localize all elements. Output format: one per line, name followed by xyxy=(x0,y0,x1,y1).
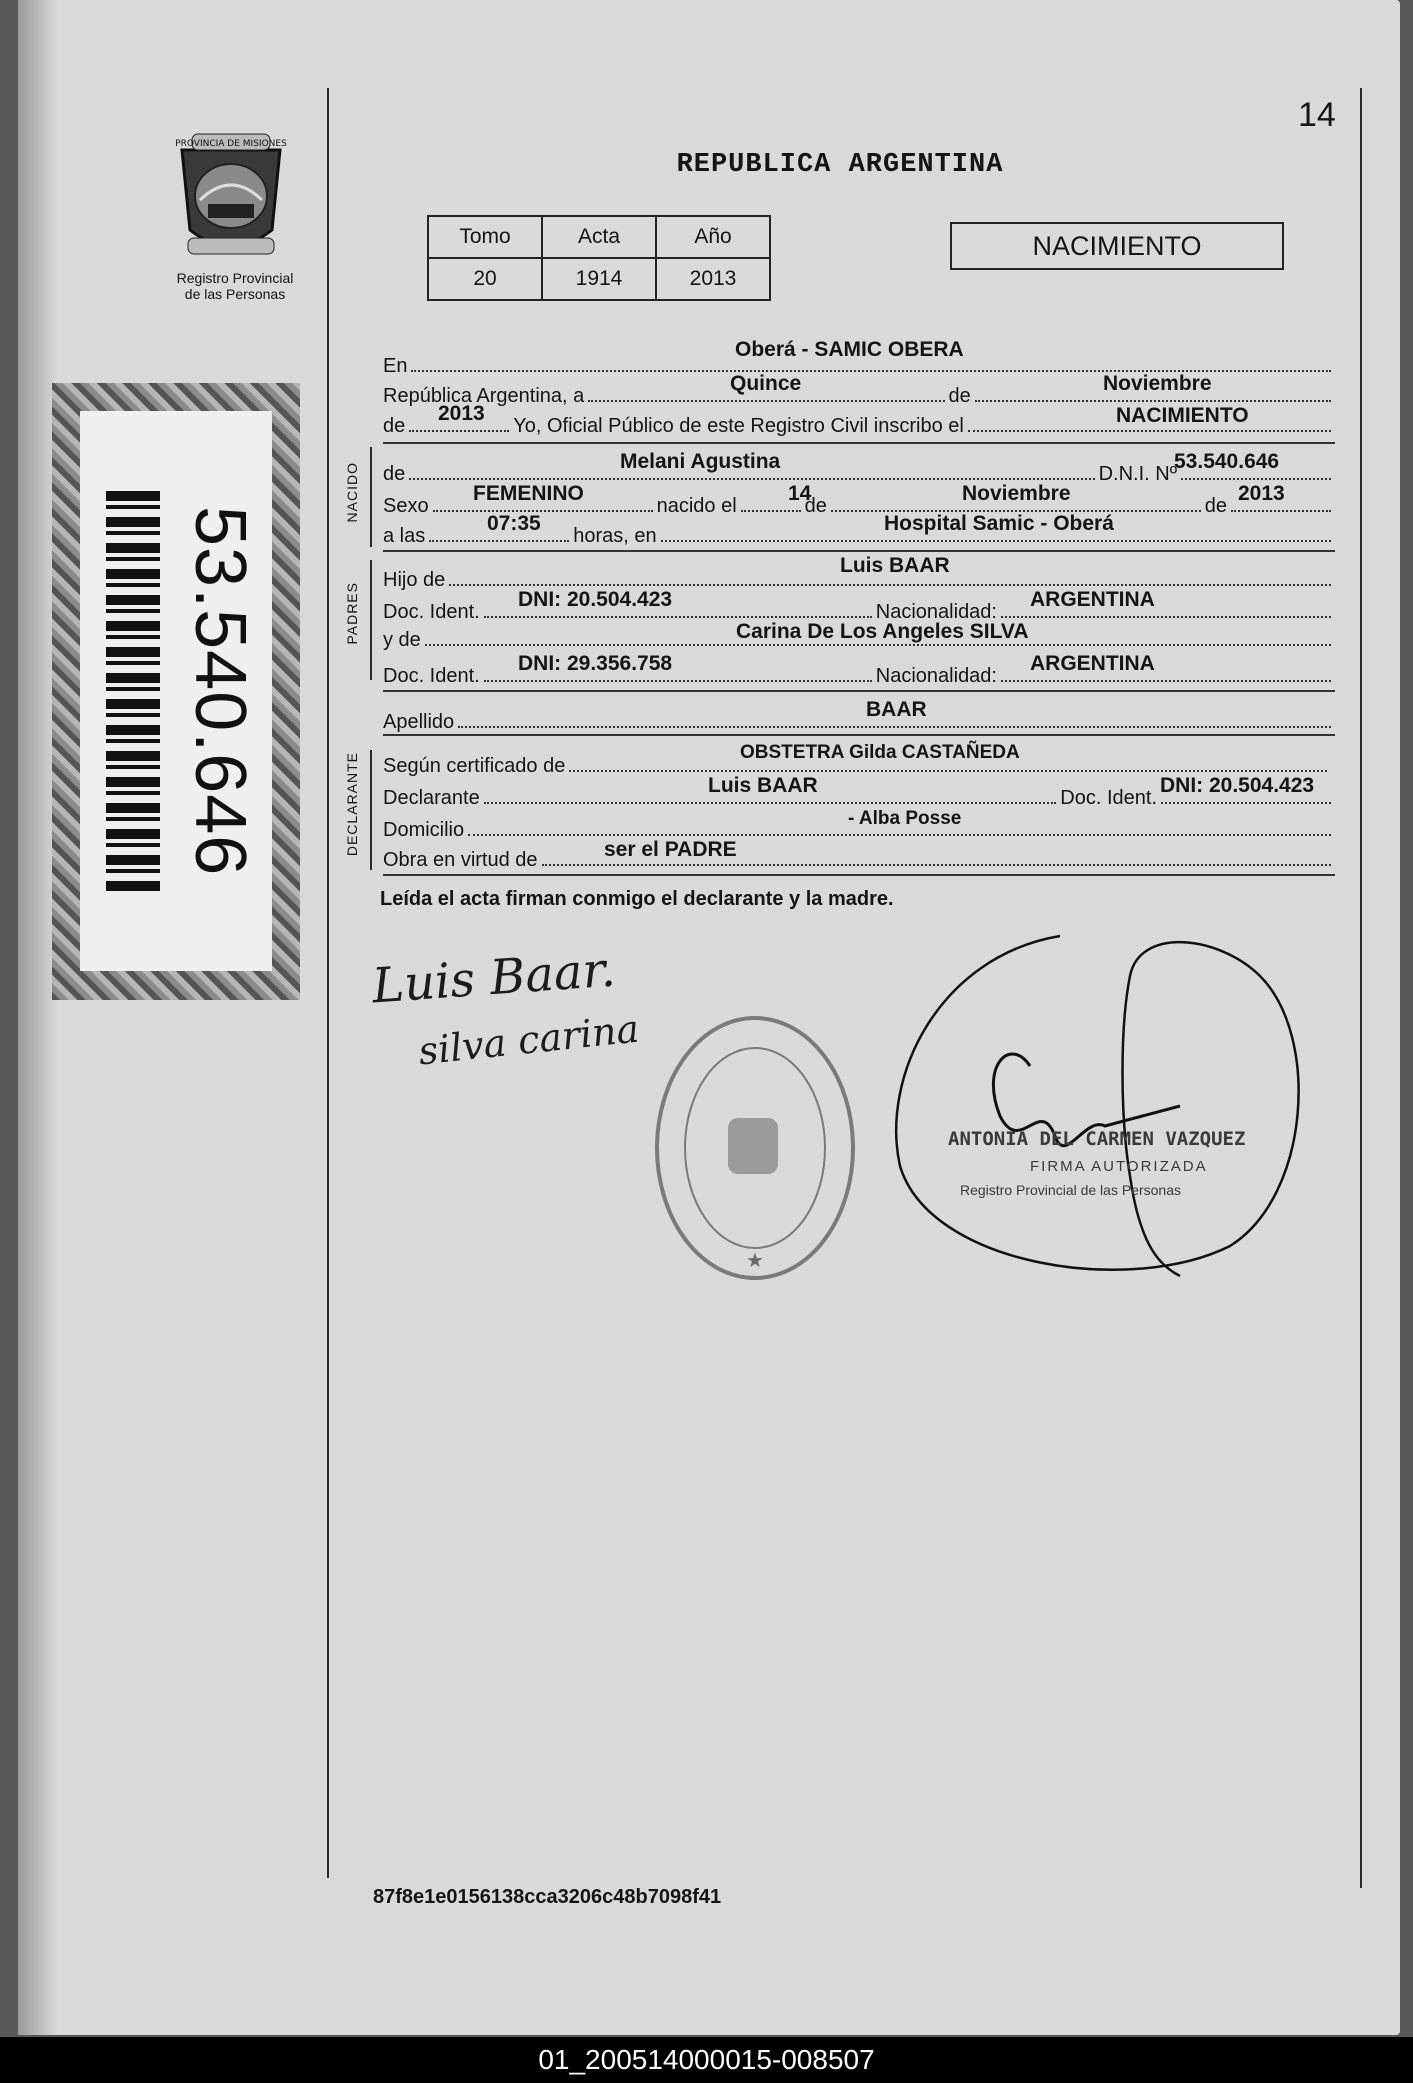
logo-caption-line2: de las Personas xyxy=(184,286,286,302)
label-segun: Según certificado de xyxy=(383,755,566,777)
page-number: 14 xyxy=(1298,96,1336,134)
record-table xyxy=(427,215,771,301)
logo-caption xyxy=(150,270,320,302)
value-anio-inscripcion: 2013 xyxy=(438,402,485,425)
document-title: REPUBLICA ARGENTINA xyxy=(676,150,1004,180)
value-padre: Luis BAAR xyxy=(840,554,950,577)
label-nacido-el: nacido el xyxy=(656,495,737,517)
section-label-padres: PADRES xyxy=(344,582,360,645)
label-en: En xyxy=(383,355,408,377)
label-de-anio: de xyxy=(383,415,406,437)
line-apellido xyxy=(383,702,1335,734)
barcode-sticker-label xyxy=(80,411,272,971)
official-title: FIRMA AUTORIZADA xyxy=(1030,1158,1208,1175)
value-mes-nac: Noviembre xyxy=(962,482,1071,505)
value-dia-nac: 14 xyxy=(788,482,812,505)
label-horas-en: horas, en xyxy=(573,525,657,547)
left-margin-rule xyxy=(327,88,329,1878)
value-nombre: Melani Agustina xyxy=(620,450,781,473)
value-hora: 07:35 xyxy=(487,512,541,535)
barcode-sticker xyxy=(52,383,300,1000)
value-madre-nacionalidad: ARGENTINA xyxy=(1030,652,1155,675)
record-type-box: NACIMIENTO xyxy=(950,222,1284,270)
record-value-anio: 2013 xyxy=(656,258,770,300)
separator-5 xyxy=(383,874,1335,876)
official-office: Registro Provincial de las Personas xyxy=(960,1182,1181,1198)
record-value-tomo: 20 xyxy=(428,258,542,300)
value-dia-letras: Quince xyxy=(730,372,802,395)
separator-4 xyxy=(383,734,1335,736)
value-en-virtud: ser el PADRE xyxy=(604,838,737,861)
record-header-tomo: Tomo xyxy=(428,216,542,258)
label-hijo-de: Hijo de xyxy=(383,569,446,591)
value-padre-doc: DNI: 20.504.423 xyxy=(518,588,673,611)
label-de-nombre: de xyxy=(383,463,406,485)
label-de-mes: de xyxy=(948,385,971,407)
value-padre-nacionalidad: ARGENTINA xyxy=(1030,588,1155,611)
value-dni: 53.540.646 xyxy=(1174,450,1280,473)
document-hash: 87f8e1e0156138cca3206c48b7098f41 xyxy=(373,1886,722,1908)
label-declarante-doc: Doc. Ident. xyxy=(1060,787,1157,809)
value-anio-nac: 2013 xyxy=(1238,482,1285,505)
seal-text-top: PROVINCIA DE MISIONES xyxy=(175,139,287,149)
section-label-nacido: NACIDO xyxy=(344,462,360,523)
value-madre: Carina De Los Angeles SILVA xyxy=(736,620,1029,643)
label-y-de: y de xyxy=(383,629,421,651)
declarante-signature: Luis Baar. xyxy=(370,941,618,1015)
label-madre-nacionalidad: Nacionalidad: xyxy=(875,665,997,687)
label-domicilio: Domicilio xyxy=(383,819,465,841)
value-lugar-nac: Hospital Samic - Oberá xyxy=(884,512,1114,535)
provincia-seal-icon xyxy=(172,130,290,265)
label-padre-nacionalidad: Nacionalidad: xyxy=(875,601,997,623)
label-dni: D.N.I. Nº xyxy=(1098,463,1177,485)
record-value-acta: 1914 xyxy=(542,258,656,300)
line-en-virtud xyxy=(383,840,1335,872)
section-bracket-padres xyxy=(370,560,372,680)
right-margin-rule xyxy=(1360,88,1362,1888)
label-obra: Obra en virtud de xyxy=(383,849,538,871)
value-domicilio: - Alba Posse xyxy=(848,808,962,829)
madre-signature: silva carina xyxy=(416,1006,642,1074)
value-madre-doc: DNI: 29.356.758 xyxy=(518,652,673,675)
label-a-las: a las xyxy=(383,525,426,547)
file-id-footer: 01_200514000015-008507 xyxy=(0,2037,1413,2083)
label-madre-doc: Doc. Ident. xyxy=(383,665,480,687)
value-declarante: Luis BAAR xyxy=(708,774,818,797)
barcode-number: 53.540.646 xyxy=(180,505,260,877)
section-bracket-nacido xyxy=(370,447,372,547)
label-sexo: Sexo xyxy=(383,495,429,517)
value-declarante-doc: DNI: 20.504.423 xyxy=(1160,774,1315,797)
value-apellido: BAAR xyxy=(866,698,927,721)
label-declarante: Declarante xyxy=(383,787,480,809)
value-acto: NACIMIENTO xyxy=(1116,404,1249,427)
separator-1 xyxy=(383,442,1335,444)
official-name: ANTONIA DEL CARMEN VAZQUEZ xyxy=(948,1128,1246,1150)
page-edge-shadow xyxy=(18,0,58,2035)
label-republica: República Argentina, a xyxy=(383,385,585,407)
record-header-anio: Año xyxy=(656,216,770,258)
label-apellido: Apellido xyxy=(383,711,455,733)
registry-seal-stamp xyxy=(652,1012,858,1284)
separator-3 xyxy=(383,690,1335,692)
logo-caption-line1: Registro Provincial xyxy=(176,270,294,286)
label-de-mes-nac: de xyxy=(804,495,827,517)
record-header-acta: Acta xyxy=(542,216,656,258)
section-label-declarante: DECLARANTE xyxy=(344,752,360,857)
official-signature xyxy=(880,916,1320,1286)
closing-statement: Leída el acta firman conmigo el declarante y la madre. xyxy=(380,888,894,910)
section-bracket-declarante xyxy=(370,750,372,870)
separator-2 xyxy=(383,550,1335,552)
label-padre-doc: Doc. Ident. xyxy=(383,601,480,623)
svg-text:★: ★ xyxy=(746,1250,764,1272)
value-sexo: FEMENINO xyxy=(473,482,584,505)
label-de-anio-nac: de xyxy=(1204,495,1227,517)
barcode-icon xyxy=(106,491,160,891)
value-certificado: OBSTETRA Gilda CASTAÑEDA xyxy=(740,742,1020,763)
label-yo-oficial: Yo, Oficial Público de este Registro Civil inscribo el xyxy=(513,415,964,437)
value-lugar: Oberá - SAMIC OBERA xyxy=(735,338,964,361)
value-mes-inscripcion: Noviembre xyxy=(1103,372,1212,395)
